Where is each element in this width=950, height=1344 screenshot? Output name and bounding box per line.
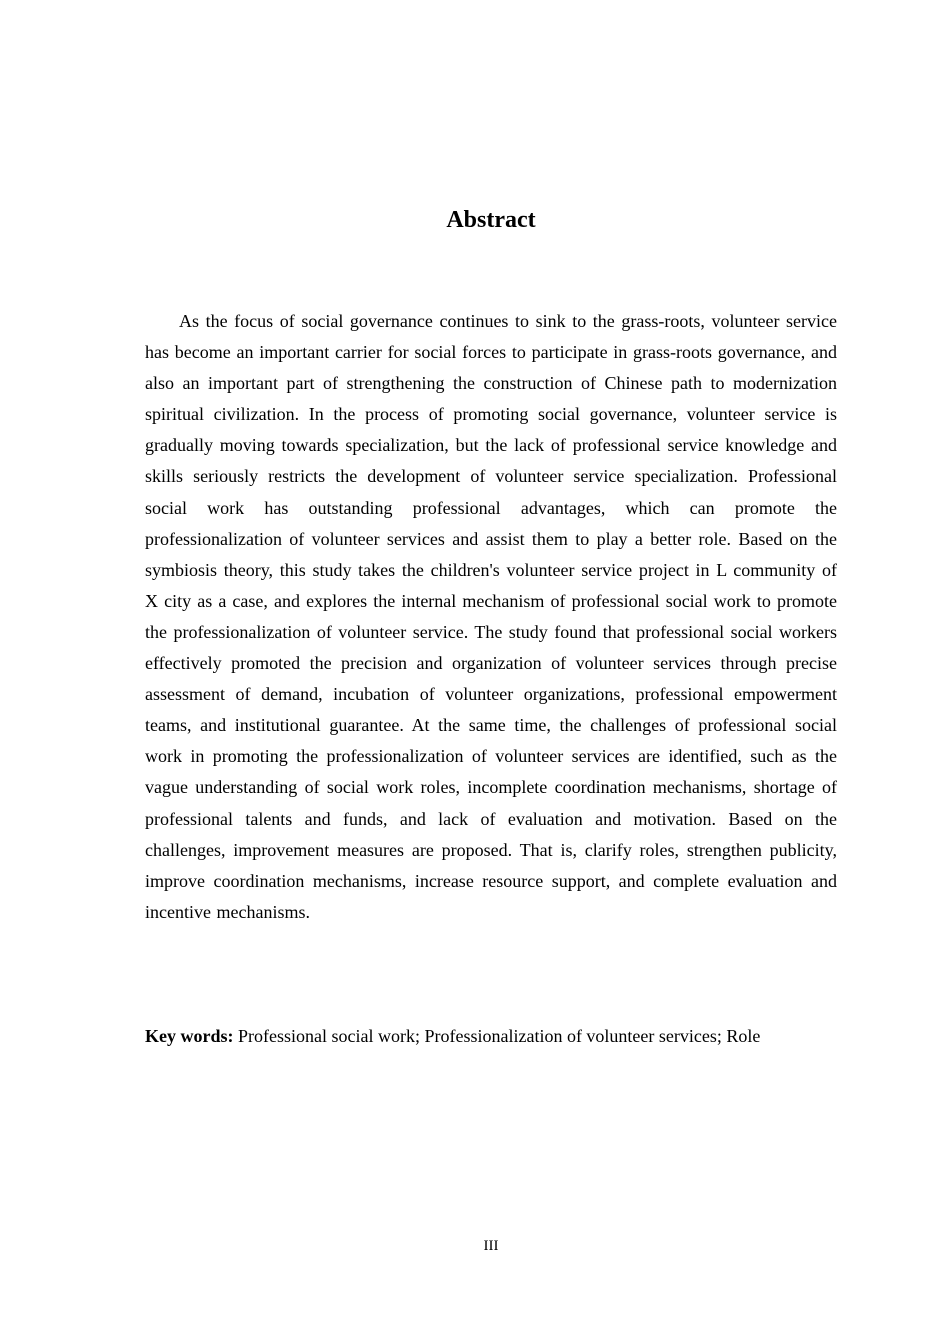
abstract-title: Abstract — [446, 207, 536, 233]
abstract-body: As the focus of social governance continues to sink to the grass-roots, volunteer service has become an important carrier for social forces to participate in grass-roots governance, and also an important part of strengthening the construction of Chinese path to modernization spiritual civilization. In the process of promoting social governance, volunteer service is gradually moving towards specialization, but the lack of professional service knowledge and skills seriously restricts the development of volunteer service specialization. Professional social work has outstanding professional advantages, which can promote the professionalization of volunteer services and assist them to play a better role. Based on the symbiosis theory, this study takes the children's volunteer service project in L community of X city as a case, and explores the internal mechanism of professional social work to promote the professionalization of volunteer service. The study found that professional social workers effectively promoted the precision and organization of volunteer services through precise assessment of demand, incubation of volunteer organizations, professional empowerment teams, and institutional guarantee. At the same time, the challenges of professional social work in promoting the professionalization of volunteer services are identified, such as the vague understanding of social work roles, incomplete coordination mechanisms, shortage of professional talents and funds, and lack of evaluation and motivation. Based on the challenges, improvement measures are proposed. That is, clarify roles, strengthen publicity, improve coordination mechanisms, increase resource support, and complete evaluation and incentive mechanisms. — [145, 311, 837, 922]
keywords-text: Professional social work; Professionalization of volunteer services; Role — [238, 1026, 761, 1046]
page-number: III — [483, 1238, 499, 1254]
keywords-line — [145, 1021, 837, 1052]
keywords-label: Key words: — [145, 1026, 234, 1046]
